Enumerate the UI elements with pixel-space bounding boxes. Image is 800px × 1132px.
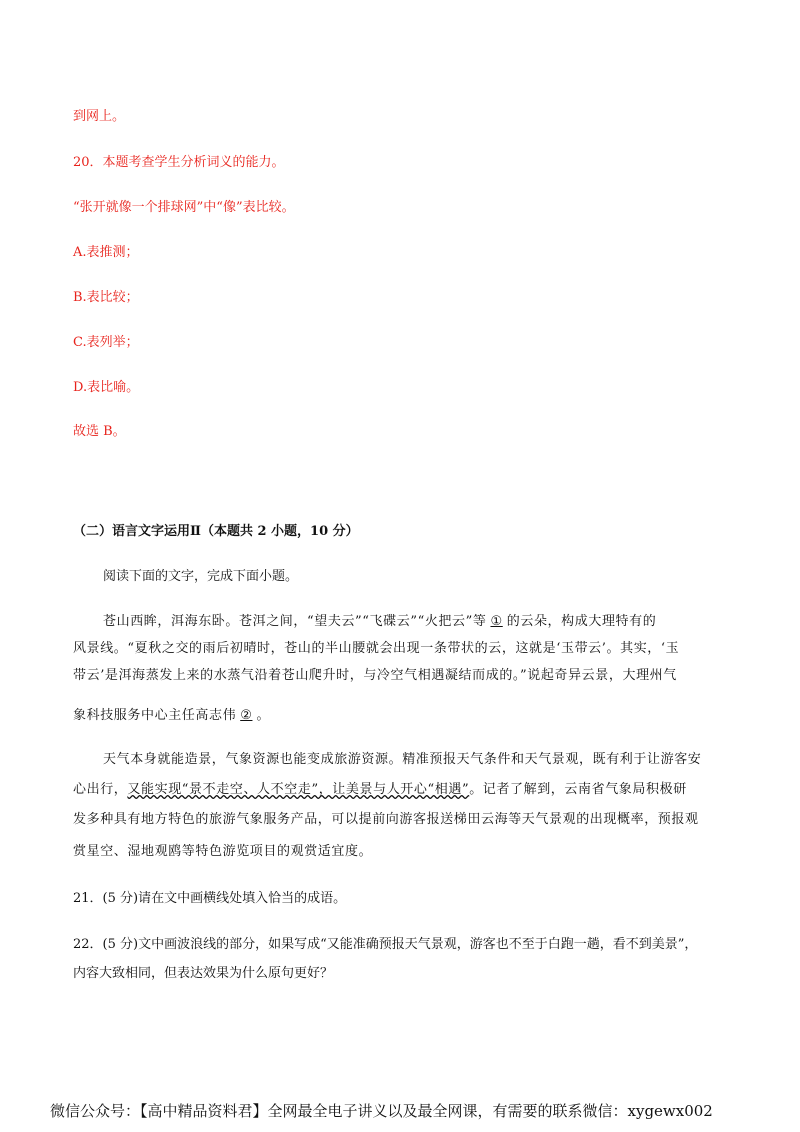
option-b: B.表比较； [73, 290, 139, 305]
question-22-line2: 内容大致相同，但表达效果为什么原句更好？ [73, 966, 334, 981]
option-d: D.表比喻。 [73, 380, 140, 395]
section-heading: （二）语言文字运用Ⅱ（本题共 2 小题，10 分） [73, 524, 359, 539]
passage1-line1-end: 的云朵，构成大理特有的 [506, 614, 657, 629]
passage1-line4-end: 。 [256, 708, 271, 723]
reading-instruction: 阅读下面的文字，完成下面小题。 [103, 569, 299, 584]
passage1-line4 [73, 704, 270, 723]
passage1-line1 [103, 610, 656, 629]
blank-2: ② [240, 708, 253, 723]
option-a: A.表推测； [73, 245, 139, 260]
passage2-line4: 赏星空、湿地观鸥等特色游览项目的观赏适宜度。 [73, 844, 373, 859]
passage1-line1-start: 苍山西眸，洱海东卧。苍洱之间，“望夫云”“飞碟云”“火把云”等 [103, 614, 487, 629]
passage2-line2-start: 心出行， [73, 782, 128, 797]
question-21: 21．(5 分)请在文中画横线处填入恰当的成语。 [73, 891, 347, 906]
wavy-underlined-text: 又能实现“景不走空、人不空走”，让美景与人开心“相遇” [127, 782, 470, 797]
passage2-line2 [73, 778, 687, 797]
passage1-line4-start: 象科技服务中心主任高志伟 [73, 708, 237, 723]
passage2-line2-end: 。记者了解到，云南省气象局积极研 [469, 782, 687, 797]
passage2-line3: 发多种具有地方特色的旅游气象服务产品，可以提前向游客报送梯田云海等天气景观的出现概率，预报观 [73, 812, 699, 827]
q20-answer-explanation: “张开就像一个排球网”中“像”表比较。 [73, 200, 295, 215]
passage1-line3: 带云’是洱海蒸发上来的水蒸气沿着苍山爬升时，与冷空气相遇凝结而成的。”说起奇异云景，大理州气 [73, 668, 677, 683]
answer-fragment: 到网上。 [73, 109, 126, 124]
q20-answer-title: 20．本题考查学生分析词义的能力。 [73, 155, 285, 170]
answer-conclusion: 故选 B。 [73, 424, 126, 439]
passage2-line1: 天气本身就能造景，气象资源也能变成旅游资源。精准预报天气条件和天气景观，既有利于让游客安 [103, 752, 702, 767]
passage1-line2: 风景线。“夏秋之交的雨后初晴时，苍山的半山腰就会出现一条带状的云，这就是‘玉带云’。其实，‘玉 [73, 641, 680, 656]
question-22-line1: 22．(5 分)文中画波浪线的部分，如果写成“又能准确预报天气景观，游客也不至于白跑一趟，看不到美景”， [73, 937, 698, 952]
footer-note: 微信公众号：【高中精品资料君】全网最全电子讲义以及最全网课，有需要的联系微信：xygewx002 [50, 1102, 713, 1120]
blank-1: ① [490, 614, 503, 629]
option-c: C.表列举； [73, 335, 139, 350]
